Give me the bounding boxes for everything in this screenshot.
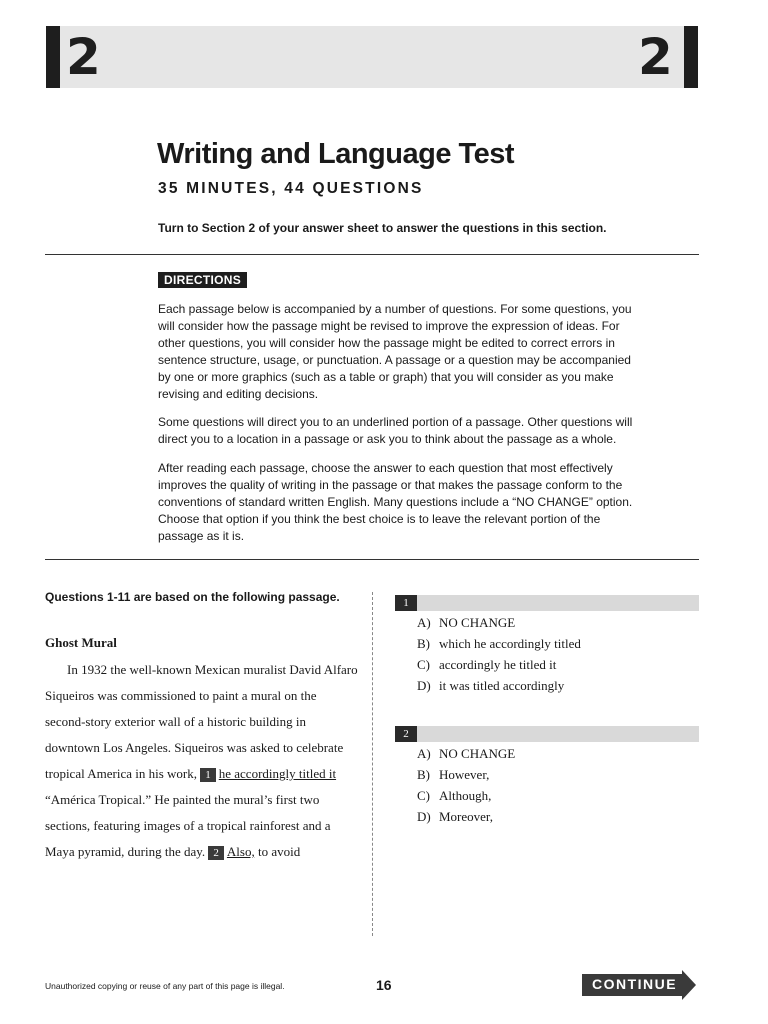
option-text: NO CHANGE	[439, 746, 516, 761]
question-2-header	[395, 726, 699, 742]
directions-paragraph-1: Each passage below is accompanied by a number of questions. For some questions, you will consider how the passage might be revised to improve the expression of ideas. For other questions, you will consider how the passage might be edited to correct errors in sentence structure, usage, or punctuation. A passage or a question may be accompanied by one or more graphics (such as a table or graph) that you will consider as you make revising and editing decisions.	[158, 302, 632, 401]
question-marker-1: 1	[200, 768, 216, 782]
underlined-portion-1: he accordingly titled it	[218, 766, 337, 781]
question-2-number: 2	[395, 726, 417, 742]
option-letter: B)	[417, 636, 430, 651]
question-1-number: 1	[395, 595, 417, 611]
answer-sheet-instruction: Turn to Section 2 of your answer sheet to answer the questions in this section.	[158, 221, 607, 235]
header-bar-left	[46, 26, 60, 88]
directions-paragraph-2: Some questions will direct you to an underlined portion of a passage. Other questions will direct you to a location in a passage or ask you to think about the passage as a whole.	[158, 415, 633, 446]
question-1-options	[417, 612, 581, 696]
section-header-band	[46, 26, 698, 88]
copyright-notice: Unauthorized copying or reuse of any part of this page is illegal.	[45, 981, 285, 991]
passage-intro: Questions 1-11 are based on the following passage.	[45, 590, 340, 604]
continue-button[interactable]	[582, 970, 696, 1000]
passage-title: Ghost Mural	[45, 635, 117, 650]
test-subtitle: 35 MINUTES, 44 QUESTIONS	[158, 180, 424, 197]
passage-text-c: to avoid	[257, 844, 301, 859]
option-text: However,	[439, 767, 490, 782]
question-1-header	[395, 595, 699, 611]
option-text: accordingly he titled it	[439, 657, 557, 672]
question-1-option-b[interactable]	[417, 633, 581, 654]
question-1-option-a[interactable]	[417, 612, 581, 633]
question-marker-2: 2	[208, 846, 224, 860]
section-number-left: 2	[66, 28, 101, 86]
option-letter: C)	[417, 788, 430, 803]
option-letter: D)	[417, 809, 431, 824]
option-letter: D)	[417, 678, 431, 693]
option-letter: C)	[417, 657, 430, 672]
directions-paragraph-3: After reading each passage, choose the answer to each question that most effectively improves the quality of writing in the passage or that makes the passage conform to the conventions of standard written English. Many questions include a “NO CHANGE” option. Choose that option if you think the best choice is to leave the relevant portion of the passage as it is.	[158, 461, 633, 543]
question-1-option-d[interactable]	[417, 675, 581, 696]
question-2-option-b[interactable]	[417, 764, 515, 785]
header-bar-right	[684, 26, 698, 88]
option-text: Although,	[439, 788, 492, 803]
option-letter: A)	[417, 615, 431, 630]
option-text: which he accordingly titled	[439, 636, 581, 651]
option-text: NO CHANGE	[439, 615, 516, 630]
question-2-option-d[interactable]	[417, 806, 515, 827]
question-2-option-a[interactable]	[417, 743, 515, 764]
passage-text-b: “América Tropical.” He painted the mural’s first two sections, featuring images of a tropical rainforest and a Maya pyramid, during the day.	[45, 792, 331, 859]
passage-body	[45, 657, 360, 865]
question-2-option-c[interactable]	[417, 785, 515, 806]
test-title: Writing and Language Test	[157, 138, 514, 170]
option-letter: A)	[417, 746, 431, 761]
underlined-portion-2: Also,	[226, 844, 255, 859]
option-text: it was titled accordingly	[439, 678, 565, 693]
question-2-options	[417, 743, 515, 827]
section-number-right: 2	[638, 28, 673, 86]
divider-bottom	[45, 559, 699, 560]
divider-top	[45, 254, 699, 255]
option-letter: B)	[417, 767, 430, 782]
option-text: Moreover,	[439, 809, 493, 824]
question-1-option-c[interactable]	[417, 654, 581, 675]
continue-label: CONTINUE	[592, 976, 678, 992]
passage-text-a: In 1932 the well-known Mexican muralist David Alfaro Siqueiros was commissioned to paint a mural on the second-story exterior wall of a historic building in downtown Los Angeles. Siqueiros was asked to celebrate tropical America in his work,	[45, 662, 358, 781]
directions-label: DIRECTIONS	[158, 272, 247, 288]
page-number: 16	[376, 977, 392, 993]
column-divider	[372, 592, 373, 936]
